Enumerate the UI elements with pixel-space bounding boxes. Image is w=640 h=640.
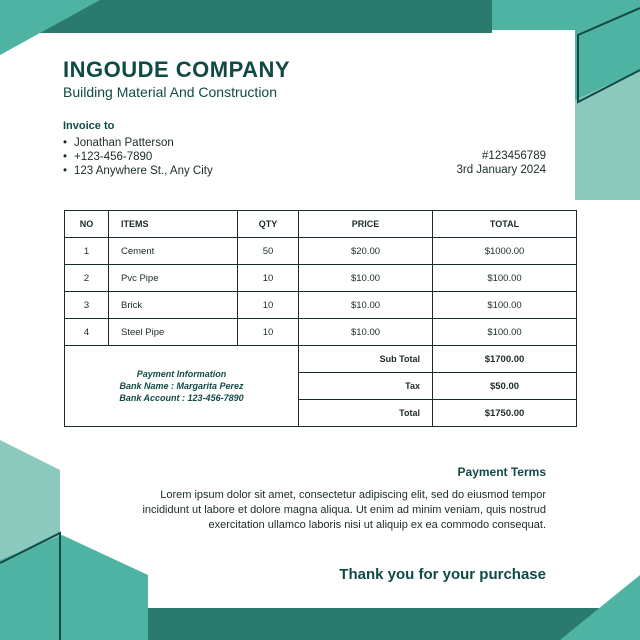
cell-qty: 10 — [238, 292, 299, 319]
client-name: • Jonathan Patterson — [63, 137, 174, 149]
subtotal-label: Sub Total — [299, 346, 433, 373]
payment-information — [65, 346, 299, 427]
tax-label: Tax — [299, 373, 433, 400]
payment-terms-title: Payment Terms — [457, 465, 546, 479]
cell-qty: 10 — [238, 319, 299, 346]
cell-qty: 10 — [238, 265, 299, 292]
invoice-date: 3rd January 2024 — [456, 164, 546, 176]
subtotal-row — [65, 346, 577, 373]
table-row — [65, 238, 577, 265]
invoice-meta — [456, 149, 546, 177]
client-phone-text: +123-456-7890 — [74, 151, 153, 163]
client-name-text: Jonathan Patterson — [74, 137, 174, 149]
bank-name: Bank Name : Margarita Perez — [119, 381, 244, 391]
header-items: ITEMS — [109, 211, 238, 238]
bank-account: Bank Account : 123-456-7890 — [119, 393, 244, 403]
invoice-number: #123456789 — [482, 150, 546, 162]
cell-item: Cement — [109, 238, 238, 265]
cell-total: $1000.00 — [433, 238, 577, 265]
client-address-text: 123 Anywhere St., Any City — [74, 165, 213, 177]
cell-total: $100.00 — [433, 319, 577, 346]
payment-terms-body: Lorem ipsum dolor sit amet, consectetur adipiscing elit, sed do eiusmod tempor incididunt ut labore et dolore magna aliqua. Ut enim ad minim veniam, quis nostrud exercitation ullamco laboris nisi ut aliquip ex ea commodo consequat. — [142, 489, 546, 531]
invoice-table — [64, 210, 577, 427]
header-no: NO — [65, 211, 109, 238]
thank-you-message: Thank you for your purchase — [339, 566, 546, 583]
bottom-right-shape — [560, 575, 640, 640]
cell-item: Pvc Pipe — [109, 265, 238, 292]
table-row — [65, 292, 577, 319]
cell-total: $100.00 — [433, 265, 577, 292]
client-phone: • +123-456-7890 — [63, 151, 153, 163]
header-qty: QTY — [238, 211, 299, 238]
table-row — [65, 265, 577, 292]
cell-item: Brick — [109, 292, 238, 319]
total-label: Total — [299, 400, 433, 427]
cell-qty: 50 — [238, 238, 299, 265]
table-row — [65, 319, 577, 346]
cell-price: $10.00 — [299, 292, 433, 319]
invoice-to-label: Invoice to — [63, 120, 115, 132]
payment-info-title: Payment Information — [136, 369, 227, 379]
header-total: TOTAL — [433, 211, 577, 238]
cell-no: 4 — [65, 319, 109, 346]
cell-item: Steel Pipe — [109, 319, 238, 346]
cell-price: $10.00 — [299, 319, 433, 346]
company-tagline: Building Material And Construction — [63, 84, 278, 100]
company-name: INGOUDE COMPANY — [63, 57, 291, 82]
table-header-row — [65, 211, 577, 238]
cell-no: 1 — [65, 238, 109, 265]
cell-no: 3 — [65, 292, 109, 319]
bottom-band — [145, 608, 640, 640]
cell-price: $10.00 — [299, 265, 433, 292]
cell-price: $20.00 — [299, 238, 433, 265]
cell-total: $100.00 — [433, 292, 577, 319]
subtotal-value: $1700.00 — [433, 346, 577, 373]
client-details — [63, 136, 213, 178]
header-price: PRICE — [299, 211, 433, 238]
tax-value: $50.00 — [433, 373, 577, 400]
client-address: • 123 Anywhere St., Any City — [63, 165, 213, 177]
cell-no: 2 — [65, 265, 109, 292]
total-value: $1750.00 — [433, 400, 577, 427]
